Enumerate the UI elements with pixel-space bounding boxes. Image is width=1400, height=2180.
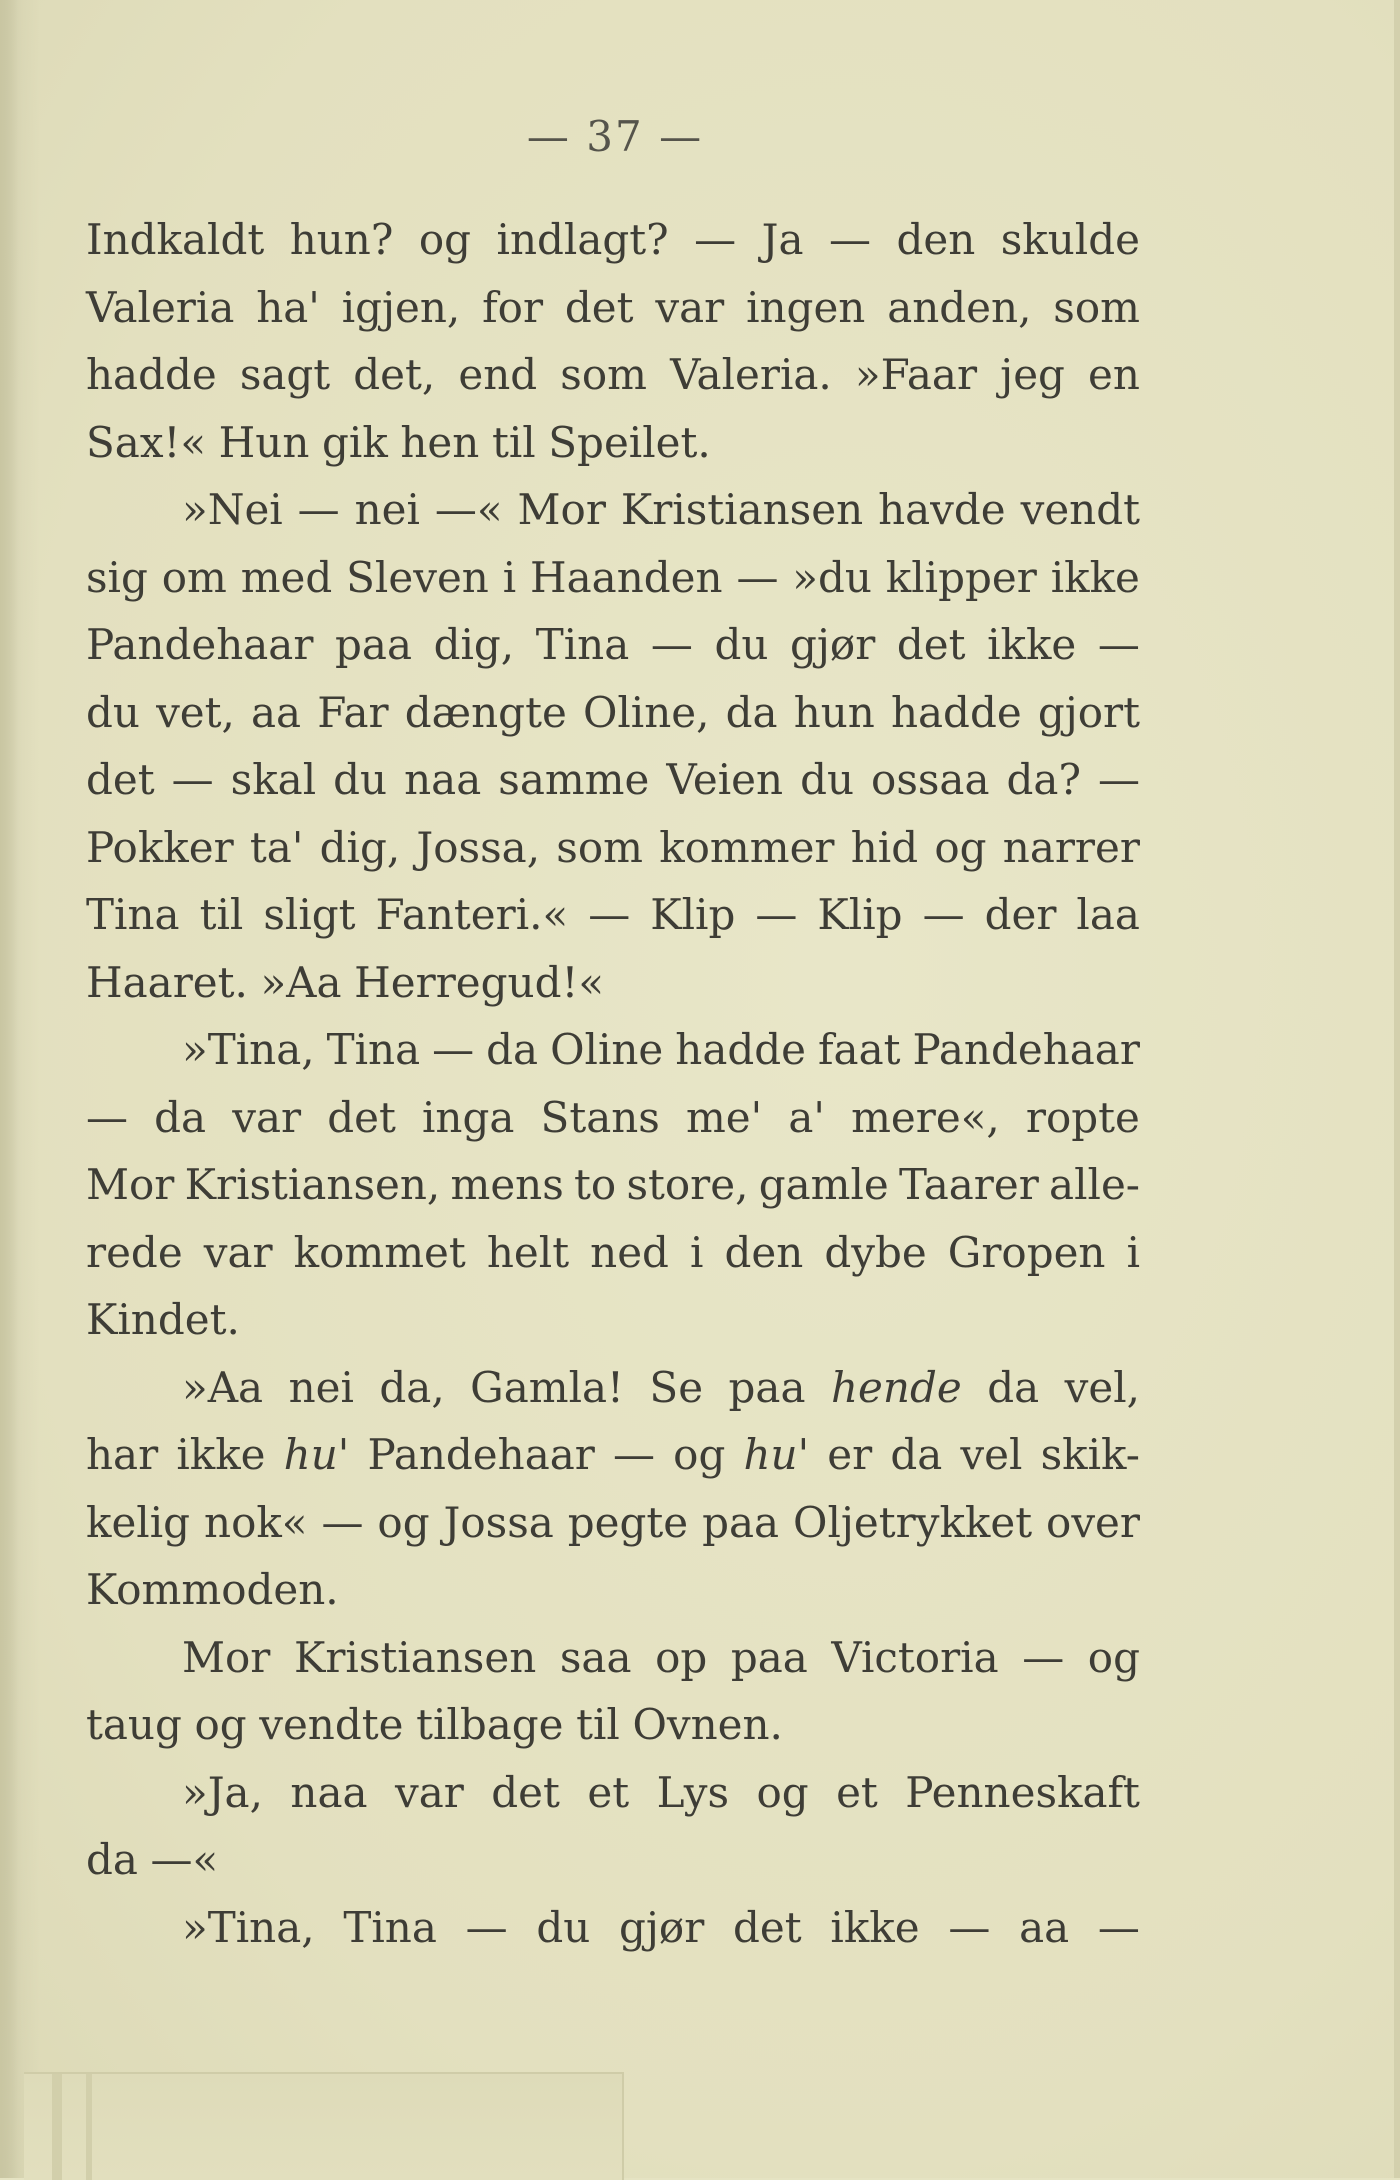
word: Se: [649, 1362, 704, 1412]
word: Kristiansen: [620, 485, 864, 534]
word: Pandehaar: [367, 1430, 595, 1479]
word: rede: [86, 1227, 183, 1277]
word: —: [948, 1902, 991, 1952]
word: »Aa: [260, 957, 342, 1007]
word: da: [486, 1025, 539, 1074]
word: —: [1097, 1902, 1140, 1952]
word: Mor: [517, 485, 606, 534]
word: ikke: [176, 1430, 266, 1479]
word: dybe: [824, 1227, 927, 1277]
word: du: [86, 687, 140, 737]
word: —: [650, 620, 693, 669]
text-body: [86, 206, 1140, 1961]
text-line: [86, 1691, 1140, 1759]
word: hun?: [289, 215, 394, 264]
word: inga: [421, 1092, 515, 1142]
word: var: [232, 1092, 302, 1142]
word: var: [655, 282, 725, 332]
word: Tina: [86, 890, 180, 939]
word: da,: [379, 1362, 445, 1412]
word: Veien: [666, 755, 784, 804]
word: har: [86, 1430, 159, 1479]
word: ned: [590, 1227, 669, 1277]
word: mere«,: [851, 1092, 1000, 1142]
word: vet,: [156, 687, 235, 737]
word: —: [613, 1430, 656, 1479]
text-line: [86, 1016, 1140, 1084]
word: med: [240, 552, 333, 602]
word: da?: [1006, 755, 1081, 804]
word: hun: [793, 687, 875, 737]
word: sig: [86, 552, 148, 602]
word: dig,: [433, 620, 515, 669]
word: da: [987, 1362, 1040, 1412]
word: som: [560, 350, 647, 399]
word: er: [827, 1430, 873, 1479]
word: kommet: [293, 1227, 466, 1277]
word: Jossa,: [416, 822, 541, 872]
word: det: [564, 282, 634, 332]
word: vel: [960, 1430, 1023, 1479]
word: Fanteri.«: [375, 890, 569, 939]
word: det: [491, 1767, 560, 1817]
word: vendte: [259, 1700, 404, 1749]
word: du: [333, 755, 388, 804]
word: sligt: [263, 890, 356, 939]
word: vel,: [1064, 1362, 1140, 1412]
text-line: [86, 206, 1140, 274]
text-line: [86, 746, 1140, 814]
word: —: [736, 552, 779, 602]
word: Oline,: [582, 687, 710, 737]
word: og: [934, 822, 987, 872]
word: og: [756, 1767, 809, 1817]
word: Kristiansen,: [184, 1160, 441, 1209]
text-line: [86, 1286, 1140, 1354]
word: pegte: [567, 1497, 689, 1547]
word: hadde: [890, 687, 1022, 737]
word: Klip: [650, 890, 736, 939]
word: du: [714, 620, 769, 669]
word: sagt: [239, 350, 331, 399]
word: Taarer: [898, 1160, 1039, 1209]
word: da: [725, 687, 778, 737]
word: dig,: [319, 822, 401, 872]
word: gamle: [758, 1160, 889, 1209]
word: hende: [831, 1362, 962, 1412]
word: da: [890, 1430, 943, 1479]
text-line: [86, 1219, 1140, 1287]
word: paa: [728, 1362, 806, 1412]
word: og: [418, 215, 472, 264]
page-edge: [1394, 0, 1400, 2178]
word: paa: [702, 1497, 780, 1547]
word: ha': [256, 282, 320, 332]
word: et: [587, 1767, 630, 1817]
word: aa: [251, 687, 302, 737]
word: Oline: [550, 1025, 664, 1074]
word: og: [673, 1430, 726, 1479]
word: kelig: [86, 1497, 191, 1547]
word: i: [1126, 1227, 1140, 1277]
word: end: [458, 350, 538, 399]
word: du: [800, 755, 855, 804]
word: —: [1022, 1632, 1065, 1682]
word: Far: [317, 687, 389, 737]
word: det: [86, 755, 155, 804]
word: Lys: [656, 1767, 729, 1817]
word: til: [576, 1700, 620, 1749]
word: »Aa: [182, 1362, 264, 1412]
word: Kristiansen: [293, 1632, 537, 1682]
word: Kommoden.: [86, 1565, 339, 1614]
word: »Ja,: [182, 1767, 263, 1817]
word: saa: [559, 1632, 632, 1682]
word: jeg: [1000, 350, 1065, 399]
text-line: [86, 1556, 1140, 1624]
word: mens: [450, 1160, 564, 1209]
word: —: [694, 215, 737, 264]
word: taug: [86, 1700, 182, 1749]
text-line: [86, 679, 1140, 747]
word: havde: [878, 485, 1006, 534]
word: Jossa: [443, 1497, 554, 1547]
word: hu': [743, 1430, 810, 1479]
word: der: [984, 890, 1057, 939]
text-line: [86, 1826, 1140, 1894]
text-line: [86, 1624, 1140, 1692]
word: ossaa: [871, 755, 990, 804]
word: Pandehaar: [912, 1025, 1140, 1074]
word: Gropen: [947, 1227, 1106, 1277]
text-line: [86, 409, 1140, 477]
word: ingen: [746, 282, 866, 332]
word: Victoria: [831, 1632, 999, 1682]
word: Pandehaar: [86, 620, 314, 669]
word: Pokker: [86, 822, 234, 872]
word: kommer: [659, 822, 835, 872]
word: —: [1098, 755, 1140, 804]
word: hen: [400, 417, 480, 467]
word: igjen,: [341, 282, 461, 332]
word: ikke: [1050, 552, 1140, 602]
word: tilbage: [416, 1700, 564, 1749]
word: Valeria: [86, 282, 235, 332]
word: hadde: [675, 1025, 806, 1074]
word: Valeria.: [670, 350, 832, 399]
word: Mor: [86, 1160, 175, 1209]
word: gjør: [619, 1902, 705, 1952]
word: og: [1087, 1632, 1140, 1682]
word: og: [194, 1700, 247, 1749]
word: som: [1053, 282, 1140, 332]
word: Speilet.: [548, 417, 711, 467]
word: naa: [290, 1767, 368, 1817]
word: Kindet.: [86, 1295, 240, 1344]
text-line: [86, 1894, 1140, 1962]
word: naa: [404, 755, 482, 804]
word: Klip: [817, 890, 903, 939]
word: da: [154, 1092, 207, 1142]
word: var: [394, 1767, 464, 1817]
word: gik: [322, 417, 388, 467]
word: det: [733, 1902, 802, 1952]
word: i: [690, 1227, 704, 1277]
word: Haaret.: [86, 957, 248, 1007]
word: —: [321, 1497, 364, 1547]
word: to: [574, 1160, 617, 1209]
word: »Faar: [854, 350, 978, 399]
text-line: [86, 881, 1140, 949]
word: paa: [335, 620, 412, 669]
page-number: — 37 —: [526, 112, 704, 161]
word: til: [199, 890, 244, 939]
text-line: [86, 949, 1140, 1017]
word: —: [588, 890, 631, 939]
word: narrer: [1002, 822, 1140, 872]
word: paa: [730, 1632, 808, 1682]
text-line: [86, 1084, 1140, 1152]
word: —: [755, 890, 798, 939]
word: og: [377, 1497, 430, 1547]
word: ikke: [830, 1902, 920, 1952]
word: dængte: [404, 687, 567, 737]
word: gjort: [1037, 687, 1140, 737]
word: —: [432, 1025, 475, 1074]
word: faat: [818, 1025, 901, 1074]
word: ta': [249, 822, 304, 872]
word: indlagt?: [496, 215, 669, 264]
word: —: [86, 1092, 128, 1142]
word: —«: [150, 1835, 219, 1884]
word: —: [297, 485, 340, 534]
word: et: [836, 1767, 878, 1817]
word: —: [922, 890, 965, 939]
word: den: [896, 215, 976, 264]
text-line: [86, 1759, 1140, 1827]
word: da: [86, 1835, 138, 1884]
text-line: [86, 544, 1140, 612]
word: over: [1046, 1497, 1140, 1547]
word: —: [465, 1902, 508, 1952]
word: gjør: [790, 620, 876, 669]
word: klipper: [885, 552, 1037, 602]
word: Gamla!: [470, 1362, 624, 1412]
word: Ja: [761, 215, 804, 264]
word: helt: [486, 1227, 570, 1277]
word: det: [896, 620, 966, 669]
word: skik-: [1040, 1430, 1140, 1479]
word: —: [828, 215, 871, 264]
text-line: [86, 341, 1140, 409]
word: laa: [1076, 890, 1140, 939]
word: Herregud!«: [354, 957, 605, 1007]
word: Penneskaft: [905, 1767, 1140, 1817]
word: »du: [792, 552, 872, 602]
word: skulde: [1000, 215, 1140, 264]
word: i: [502, 552, 517, 602]
word: »Tina,: [182, 1025, 315, 1074]
text-line: [86, 476, 1140, 544]
word: som: [556, 822, 643, 872]
word: om: [161, 552, 227, 602]
word: »Tina,: [182, 1902, 315, 1952]
word: en: [1088, 350, 1140, 399]
word: vendt: [1020, 485, 1140, 534]
word: nei: [354, 485, 420, 534]
word: Hun: [218, 417, 310, 467]
word: Sleven: [346, 552, 489, 602]
word: op: [655, 1632, 708, 1682]
word: ikke: [987, 620, 1077, 669]
text-line: [86, 611, 1140, 679]
word: Indkaldt: [86, 215, 265, 264]
word: Tina: [343, 1902, 437, 1952]
word: det: [327, 1092, 396, 1142]
word: Ovnen.: [632, 1700, 783, 1749]
word: —: [171, 755, 214, 804]
word: for: [482, 282, 544, 332]
word: Sax!«: [86, 417, 207, 467]
text-line: [86, 274, 1140, 342]
word: samme: [498, 755, 650, 804]
word: ropte: [1025, 1092, 1140, 1142]
word: til: [491, 417, 536, 467]
word: du: [536, 1902, 591, 1952]
word: »Nei: [182, 485, 283, 534]
word: me': [685, 1092, 763, 1142]
word: Stans: [540, 1092, 660, 1142]
word: store,: [626, 1160, 749, 1209]
word: hadde: [86, 350, 217, 399]
word: a': [788, 1092, 825, 1142]
word: det,: [353, 350, 436, 399]
text-line: [86, 1421, 1140, 1489]
word: anden,: [887, 282, 1032, 332]
word: hid: [850, 822, 919, 872]
word: aa: [1019, 1902, 1070, 1952]
word: Mor: [182, 1632, 271, 1682]
word: —: [1097, 620, 1140, 669]
word: Oljetrykket: [793, 1497, 1033, 1547]
word: alle-: [1049, 1160, 1140, 1209]
word: den: [724, 1227, 804, 1277]
word: —«: [434, 485, 503, 534]
word: nei: [288, 1362, 354, 1412]
word: hu': [283, 1430, 350, 1479]
text-line: [86, 1489, 1140, 1557]
word: Haanden: [530, 552, 723, 602]
binding-shadow: [0, 0, 18, 2178]
text-line: [86, 814, 1140, 882]
scan-artifact-strip: [24, 2072, 624, 2180]
text-line: [86, 1151, 1140, 1219]
word: nok«: [204, 1497, 308, 1547]
word: skal: [230, 755, 317, 804]
word: Tina: [326, 1025, 421, 1074]
word: Tina: [535, 620, 630, 669]
word: var: [203, 1227, 273, 1277]
text-line: [86, 1354, 1140, 1422]
